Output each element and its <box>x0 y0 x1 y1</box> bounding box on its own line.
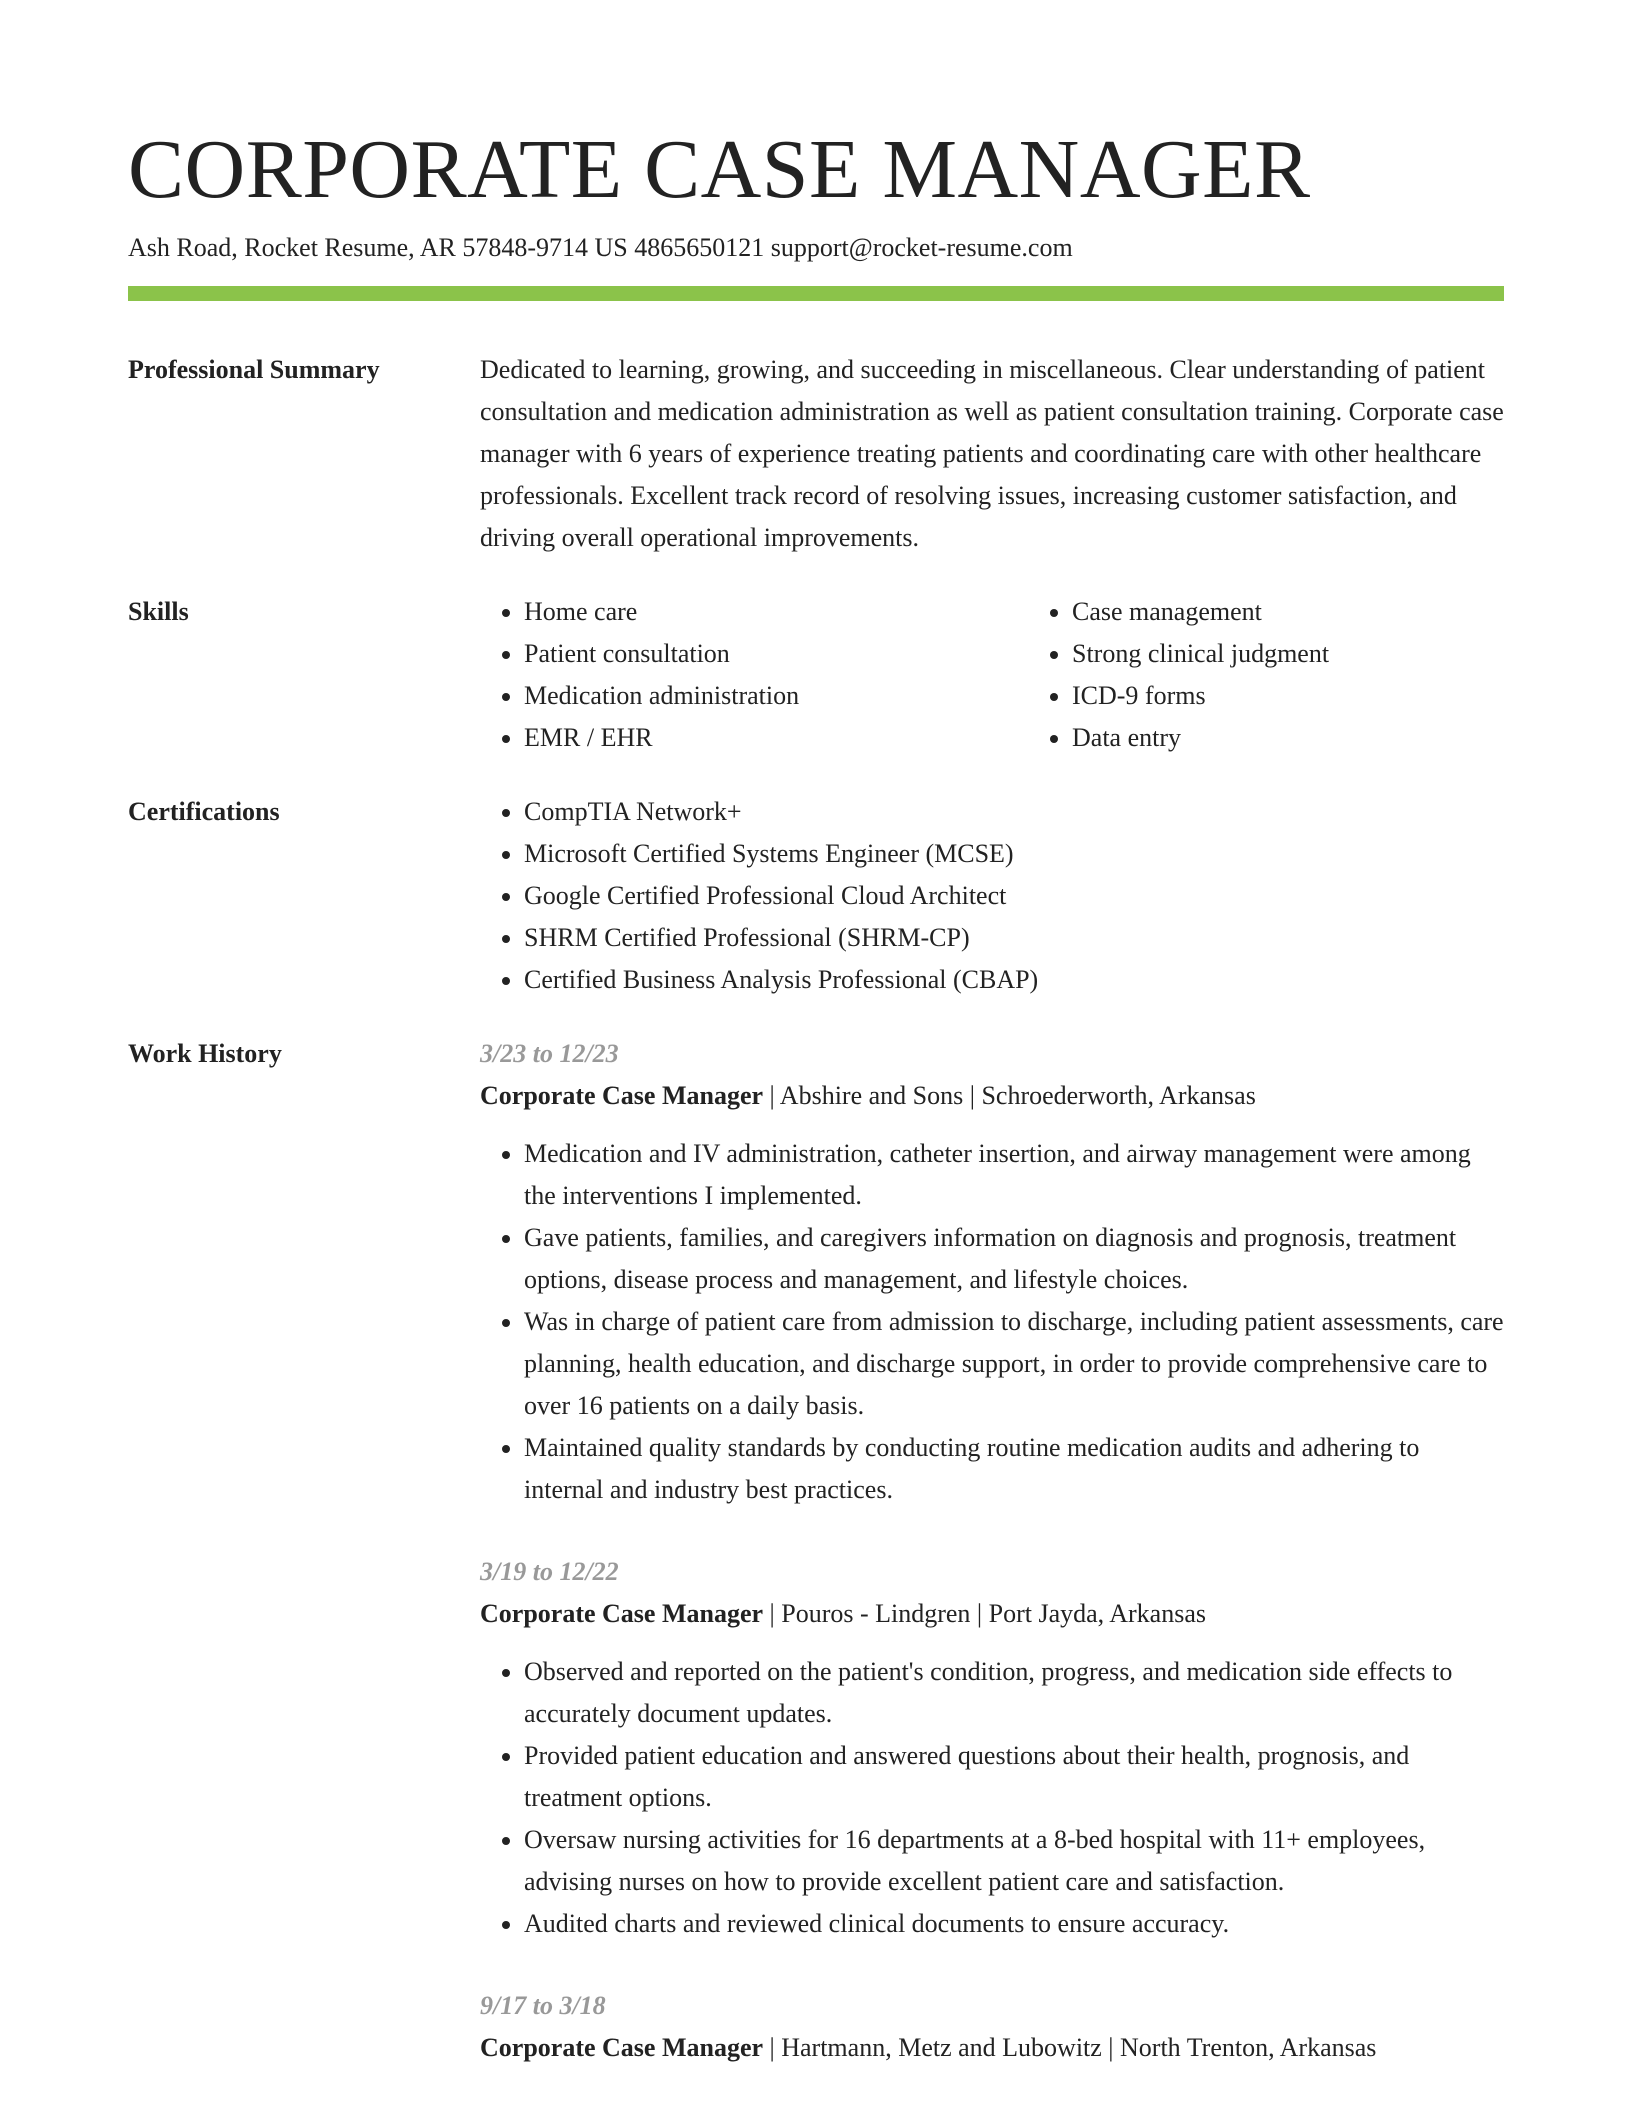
skill-item: • Patient consultation <box>524 633 1028 675</box>
certification-item: • Microsoft Certified Systems Engineer (MCSE) <box>524 833 1504 875</box>
skill-item: • EMR / EHR <box>524 717 1028 759</box>
summary-text: Dedicated to learning, growing, and succeeding in miscellaneous. Clear understanding of patient consultation and medication administration as well as patient consultation training. Corporate case manager with 6 years of experience treating patients and coordinating care with other healthcare professionals. Excellent track record of resolving issues, increasing customer satisfaction, and driving overall operational improvements. <box>480 355 1504 552</box>
section-label-work-history: Work History <box>128 1039 282 1068</box>
accent-divider <box>128 286 1504 301</box>
resume-title: CORPORATE CASE MANAGER <box>128 123 1311 216</box>
certifications-body <box>480 791 1504 1001</box>
summary-section <box>128 349 1504 559</box>
skill-item: • Data entry <box>1072 717 1576 759</box>
skills-section <box>128 591 1504 759</box>
skills-list-col2 <box>1028 591 1576 759</box>
job-bullet: • Provided patient education and answered questions about their health, prognosis, and treatment options. <box>524 1735 1504 1819</box>
job-entry <box>480 1985 1504 2069</box>
job-date: 9/17 to 3/18 <box>480 1991 606 2020</box>
job-bullet: • Oversaw nursing activities for 16 departments at a 8-bed hospital with 11+ employees, advising nurses on how to provide excellent patient care and satisfaction. <box>524 1819 1504 1903</box>
job-title: Corporate Case Manager <box>480 2033 764 2062</box>
certification-item: • CompTIA Network+ <box>524 791 1504 833</box>
job-details: | Pouros - Lindgren | Port Jayda, Arkansas <box>763 1599 1206 1628</box>
section-label-certifications: Certifications <box>128 797 280 826</box>
skill-item: • Case management <box>1072 591 1576 633</box>
job-title-line <box>480 1075 1504 1117</box>
job-bullet: • Gave patients, families, and caregivers information on diagnosis and prognosis, treatment options, disease process and management, and lifestyle choices. <box>524 1217 1504 1301</box>
skill-item: • Medication administration <box>524 675 1028 717</box>
job-bullet: • Was in charge of patient care from admission to discharge, including patient assessments, care planning, health education, and discharge support, in order to provide comprehensive care to over 16 patients on a daily basis. <box>524 1301 1504 1427</box>
job-bullets <box>480 1133 1504 1511</box>
job-date: 3/19 to 12/22 <box>480 1557 619 1586</box>
work-history-section <box>128 1033 1504 2109</box>
job-bullet: • Medication and IV administration, catheter insertion, and airway management were among the interventions I implemented. <box>524 1133 1504 1217</box>
job-bullet: • Audited charts and reviewed clinical documents to ensure accuracy. <box>524 1903 1504 1945</box>
job-bullet: • Observed and reported on the patient's condition, progress, and medication side effects to accurately document updates. <box>524 1651 1504 1735</box>
job-details: | Hartmann, Metz and Lubowitz | North Trenton, Arkansas <box>763 2033 1377 2062</box>
job-entry <box>480 1033 1504 1511</box>
certifications-section <box>128 791 1504 1001</box>
job-title-line <box>480 1593 1504 1635</box>
contact-line: Ash Road, Rocket Resume, AR 57848-9714 US 4865650121 support@rocket-resume.com <box>128 233 1073 262</box>
job-title-line <box>480 2027 1504 2069</box>
job-bullet: • Maintained quality standards by conducting routine medication audits and adhering to internal and industry best practices. <box>524 1427 1504 1511</box>
job-entry <box>480 1551 1504 1945</box>
section-label-summary: Professional Summary <box>128 355 380 384</box>
skills-body <box>480 591 1576 759</box>
job-details: | Abshire and Sons | Schroederworth, Arkansas <box>763 1081 1256 1110</box>
skill-item: • Strong clinical judgment <box>1072 633 1576 675</box>
summary-body <box>480 349 1504 559</box>
skill-item: • ICD-9 forms <box>1072 675 1576 717</box>
certification-item: • SHRM Certified Professional (SHRM-CP) <box>524 917 1504 959</box>
certification-item: • Google Certified Professional Cloud Architect <box>524 875 1504 917</box>
skill-item: • Home care <box>524 591 1028 633</box>
work-history-body <box>480 1033 1504 2109</box>
resume-page <box>128 120 1504 2109</box>
section-label-skills: Skills <box>128 597 189 626</box>
job-title: Corporate Case Manager <box>480 1599 764 1628</box>
job-bullets <box>480 1651 1504 1945</box>
job-date: 3/23 to 12/23 <box>480 1039 619 1068</box>
certifications-list <box>480 791 1504 1001</box>
skills-list-col1 <box>480 591 1028 759</box>
certification-item: • Certified Business Analysis Professional (CBAP) <box>524 959 1504 1001</box>
job-title: Corporate Case Manager <box>480 1081 764 1110</box>
